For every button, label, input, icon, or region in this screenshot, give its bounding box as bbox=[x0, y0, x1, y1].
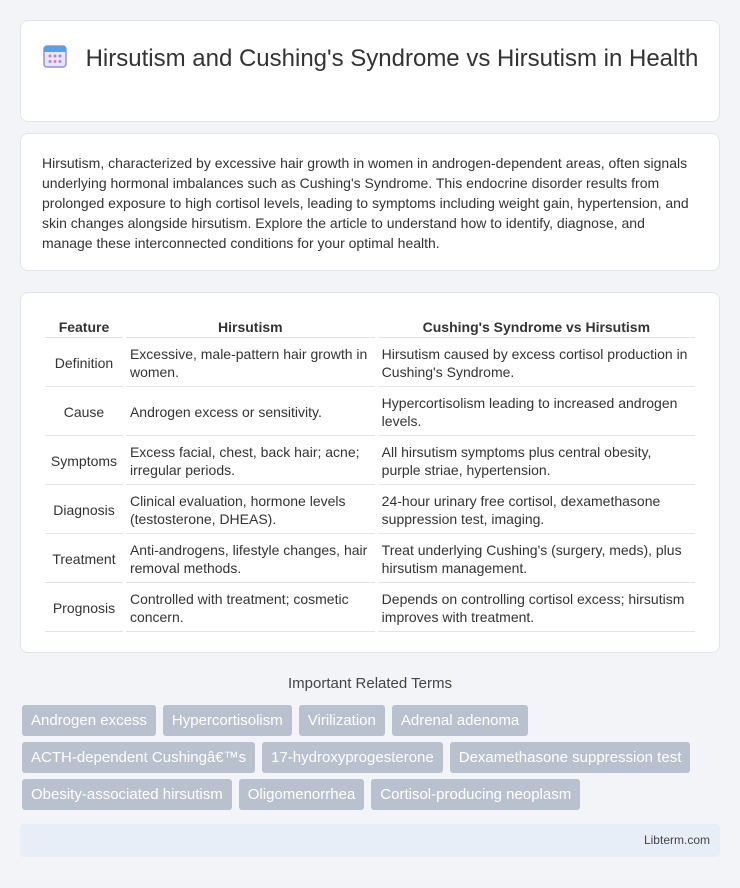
hirsutism-cell: Excess facial, chest, back hair; acne; irregular periods. bbox=[126, 438, 375, 485]
cushing-cell: Hypercortisolism leading to increased androgen levels. bbox=[378, 389, 695, 436]
feature-cell: Definition bbox=[45, 340, 123, 387]
hirsutism-cell: Controlled with treatment; cosmetic concern. bbox=[126, 585, 375, 632]
hirsutism-cell: Excessive, male-pattern hair growth in women. bbox=[126, 340, 375, 387]
column-header-cushing: Cushing's Syndrome vs Hirsutism bbox=[378, 316, 695, 338]
column-header-feature: Feature bbox=[45, 316, 123, 338]
feature-cell: Treatment bbox=[45, 536, 123, 583]
related-term-tag[interactable]: Adrenal adenoma bbox=[392, 705, 528, 736]
column-header-hirsutism: Hirsutism bbox=[126, 316, 375, 338]
table-row bbox=[45, 389, 695, 436]
page-title: Hirsutism and Cushing's Syndrome vs Hirsutism in Health bbox=[85, 45, 699, 72]
title-card bbox=[20, 20, 720, 122]
calendar-icon bbox=[42, 43, 68, 69]
comparison-table bbox=[42, 314, 698, 634]
hirsutism-cell: Anti-androgens, lifestyle changes, hair removal methods. bbox=[126, 536, 375, 583]
related-terms-heading: Important Related Terms bbox=[288, 675, 452, 692]
table-header-row bbox=[45, 316, 695, 338]
related-terms-list bbox=[22, 705, 722, 810]
related-term-tag[interactable]: Hypercortisolism bbox=[163, 705, 292, 736]
intro-card bbox=[20, 133, 720, 271]
table-row bbox=[45, 536, 695, 583]
cushing-cell: All hirsutism symptoms plus central obesity, purple striae, hypertension. bbox=[378, 438, 695, 485]
cushing-cell: Hirsutism caused by excess cortisol production in Cushing's Syndrome. bbox=[378, 340, 695, 387]
cushing-cell: Treat underlying Cushing's (surgery, meds), plus hirsutism management. bbox=[378, 536, 695, 583]
feature-cell: Diagnosis bbox=[45, 487, 123, 534]
related-term-tag[interactable]: Androgen excess bbox=[22, 705, 156, 736]
table-row bbox=[45, 340, 695, 387]
hirsutism-cell: Androgen excess or sensitivity. bbox=[126, 389, 375, 436]
feature-cell: Prognosis bbox=[45, 585, 123, 632]
related-term-tag[interactable]: Virilization bbox=[299, 705, 385, 736]
related-term-tag[interactable]: 17-hydroxyprogesterone bbox=[262, 742, 443, 773]
table-row bbox=[45, 438, 695, 485]
related-term-tag[interactable]: Oligomenorrhea bbox=[239, 779, 365, 810]
feature-cell: Cause bbox=[45, 389, 123, 436]
feature-cell: Symptoms bbox=[45, 438, 123, 485]
footer bbox=[20, 824, 720, 857]
table-row bbox=[45, 487, 695, 534]
related-term-tag[interactable]: Obesity-associated hirsutism bbox=[22, 779, 232, 810]
hirsutism-cell: Clinical evaluation, hormone levels (testosterone, DHEAS). bbox=[126, 487, 375, 534]
footer-site-link[interactable]: Libterm.com bbox=[643, 833, 710, 847]
cushing-cell: 24-hour urinary free cortisol, dexamethasone suppression test, imaging. bbox=[378, 487, 695, 534]
related-term-tag[interactable]: ACTH-dependent Cushingâ€™s bbox=[22, 742, 255, 773]
intro-paragraph: Hirsutism, characterized by excessive hair growth in women in androgen-dependent areas, often signals underlying hormonal imbalances such as Cushing's Syndrome. This endocrine disorder results from prolonged exposure to high cortisol levels, leading to symptoms including weight gain, hypertension, and skin changes alongside hirsutism. Explore the article to understand how to identify, diagnose, and manage these interconnected conditions for your optimal health. bbox=[42, 155, 689, 251]
related-term-tag[interactable]: Cortisol-producing neoplasm bbox=[371, 779, 580, 810]
related-term-tag[interactable]: Dexamethasone suppression test bbox=[450, 742, 691, 773]
cushing-cell: Depends on controlling cortisol excess; hirsutism improves with treatment. bbox=[378, 585, 695, 632]
comparison-table-card bbox=[20, 292, 720, 653]
page-title-wrap bbox=[41, 43, 699, 73]
table-row bbox=[45, 585, 695, 632]
